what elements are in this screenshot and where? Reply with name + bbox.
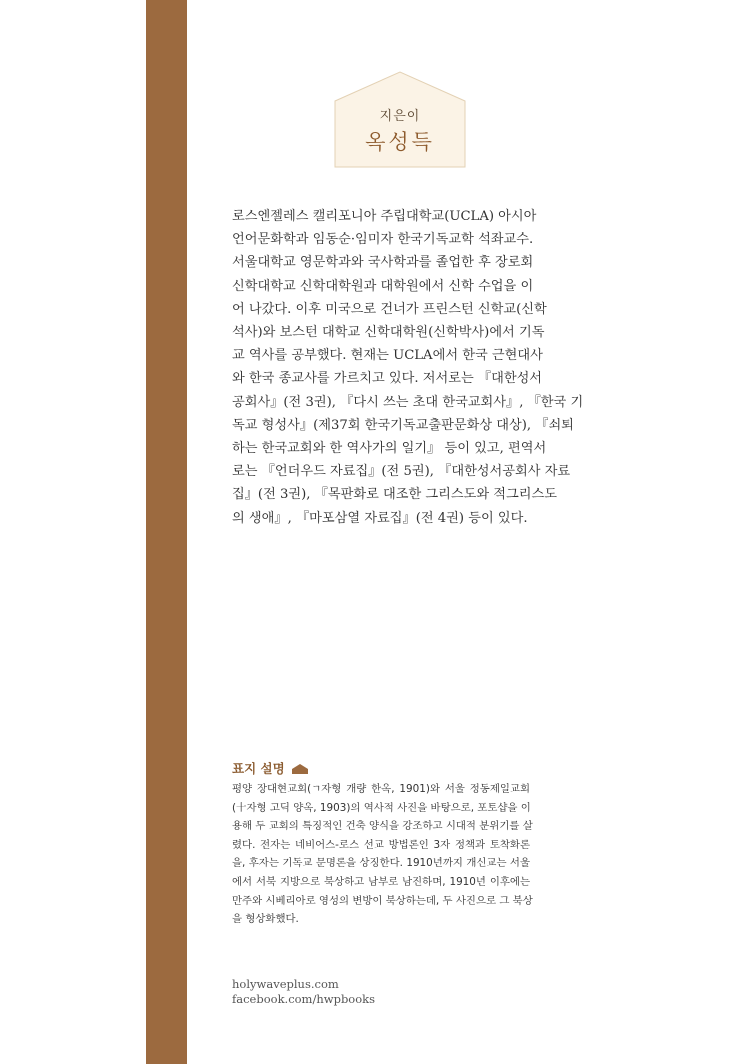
house-icon bbox=[292, 763, 308, 774]
facebook-link[interactable]: facebook.com/hwpbooks bbox=[232, 992, 376, 1006]
publisher-links bbox=[232, 977, 375, 1007]
bio-line: 의 생애』, 『마포삼열 자료집』(전 4권) 등이 있다. bbox=[232, 510, 528, 526]
cover-line: 렸다. 전자는 네비어스-로스 선교 방법론인 3자 정책과 토착화론 bbox=[232, 838, 530, 851]
author-name: 옥성득 bbox=[365, 130, 435, 154]
website-link[interactable]: holywaveplus.com bbox=[232, 977, 339, 991]
cover-line: 을, 후자는 기독교 문명론을 상징한다. 1910년까지 개신교는 서울 bbox=[232, 857, 530, 870]
bio-line: 로는 『언더우드 자료집』(전 5권), 『대한성서공회사 자료 bbox=[232, 464, 571, 480]
bio-line: 와 한국 종교사를 가르치고 있다. 저서로는 『대한성서 bbox=[232, 371, 543, 387]
bio-line: 집』(전 3권), 『목판화로 대조한 그리스도와 적그리스도 bbox=[232, 487, 557, 503]
cover-line: 에서 서북 지방으로 북상하고 남부로 남진하며, 1910년 이후에는 bbox=[232, 875, 530, 888]
cover-description bbox=[232, 780, 533, 929]
bio-line: 어 나갔다. 이후 미국으로 건너가 프린스턴 신학교(신학 bbox=[232, 301, 547, 317]
cover-heading-text: 표지 설명 bbox=[232, 761, 285, 776]
bio-line: 독교 형성사』(제37회 한국기독교출판문화상 대상), 『쇠퇴 bbox=[232, 417, 574, 433]
cover-description-heading bbox=[232, 759, 308, 777]
bio-line: 언어문화학과 임동순·임미자 한국기독교학 석좌교수. bbox=[232, 232, 534, 248]
cover-line: (十자형 고딕 양옥, 1903)의 역사적 사진을 바탕으로, 포토샵을 이 bbox=[232, 801, 531, 814]
bio-line: 공회사』(전 3권), 『다시 쓰는 초대 한국교회사』, 『한국 기 bbox=[232, 394, 584, 410]
page-margin bbox=[0, 0, 146, 1064]
cover-line: 을 형상화했다. bbox=[232, 913, 299, 926]
bio-line: 하는 한국교회와 한 역사가의 일기』 등이 있고, 편역서 bbox=[232, 441, 547, 457]
author-badge bbox=[334, 71, 466, 168]
bio-line: 로스엔젤레스 캘리포니아 주립대학교(UCLA) 아시아 bbox=[232, 209, 537, 224]
bio-line: 신학대학교 신학대학원과 대학원에서 신학 수업을 이 bbox=[232, 278, 534, 294]
bio-line: 석사)와 보스턴 대학교 신학대학원(신학박사)에서 기독 bbox=[232, 325, 545, 341]
bio-line: 서울대학교 영문학과와 국사학과를 졸업한 후 장로회 bbox=[232, 255, 534, 271]
spine-band bbox=[146, 0, 187, 1064]
cover-line: 만주와 시베리아로 영성의 변방이 북상하는데, 두 사진으로 그 북상 bbox=[232, 894, 533, 907]
cover-line: 평양 장대현교회(ㄱ자형 개량 한옥, 1901)와 서울 정동제일교회 bbox=[232, 783, 530, 795]
bio-line: 교 역사를 공부했다. 현재는 UCLA에서 한국 근현대사 bbox=[232, 348, 543, 364]
author-bio bbox=[232, 205, 584, 530]
cover-line: 용해 두 교회의 특징적인 건축 양식을 강조하고 시대적 분위기를 살 bbox=[232, 820, 533, 833]
author-role: 지은이 bbox=[379, 109, 421, 124]
